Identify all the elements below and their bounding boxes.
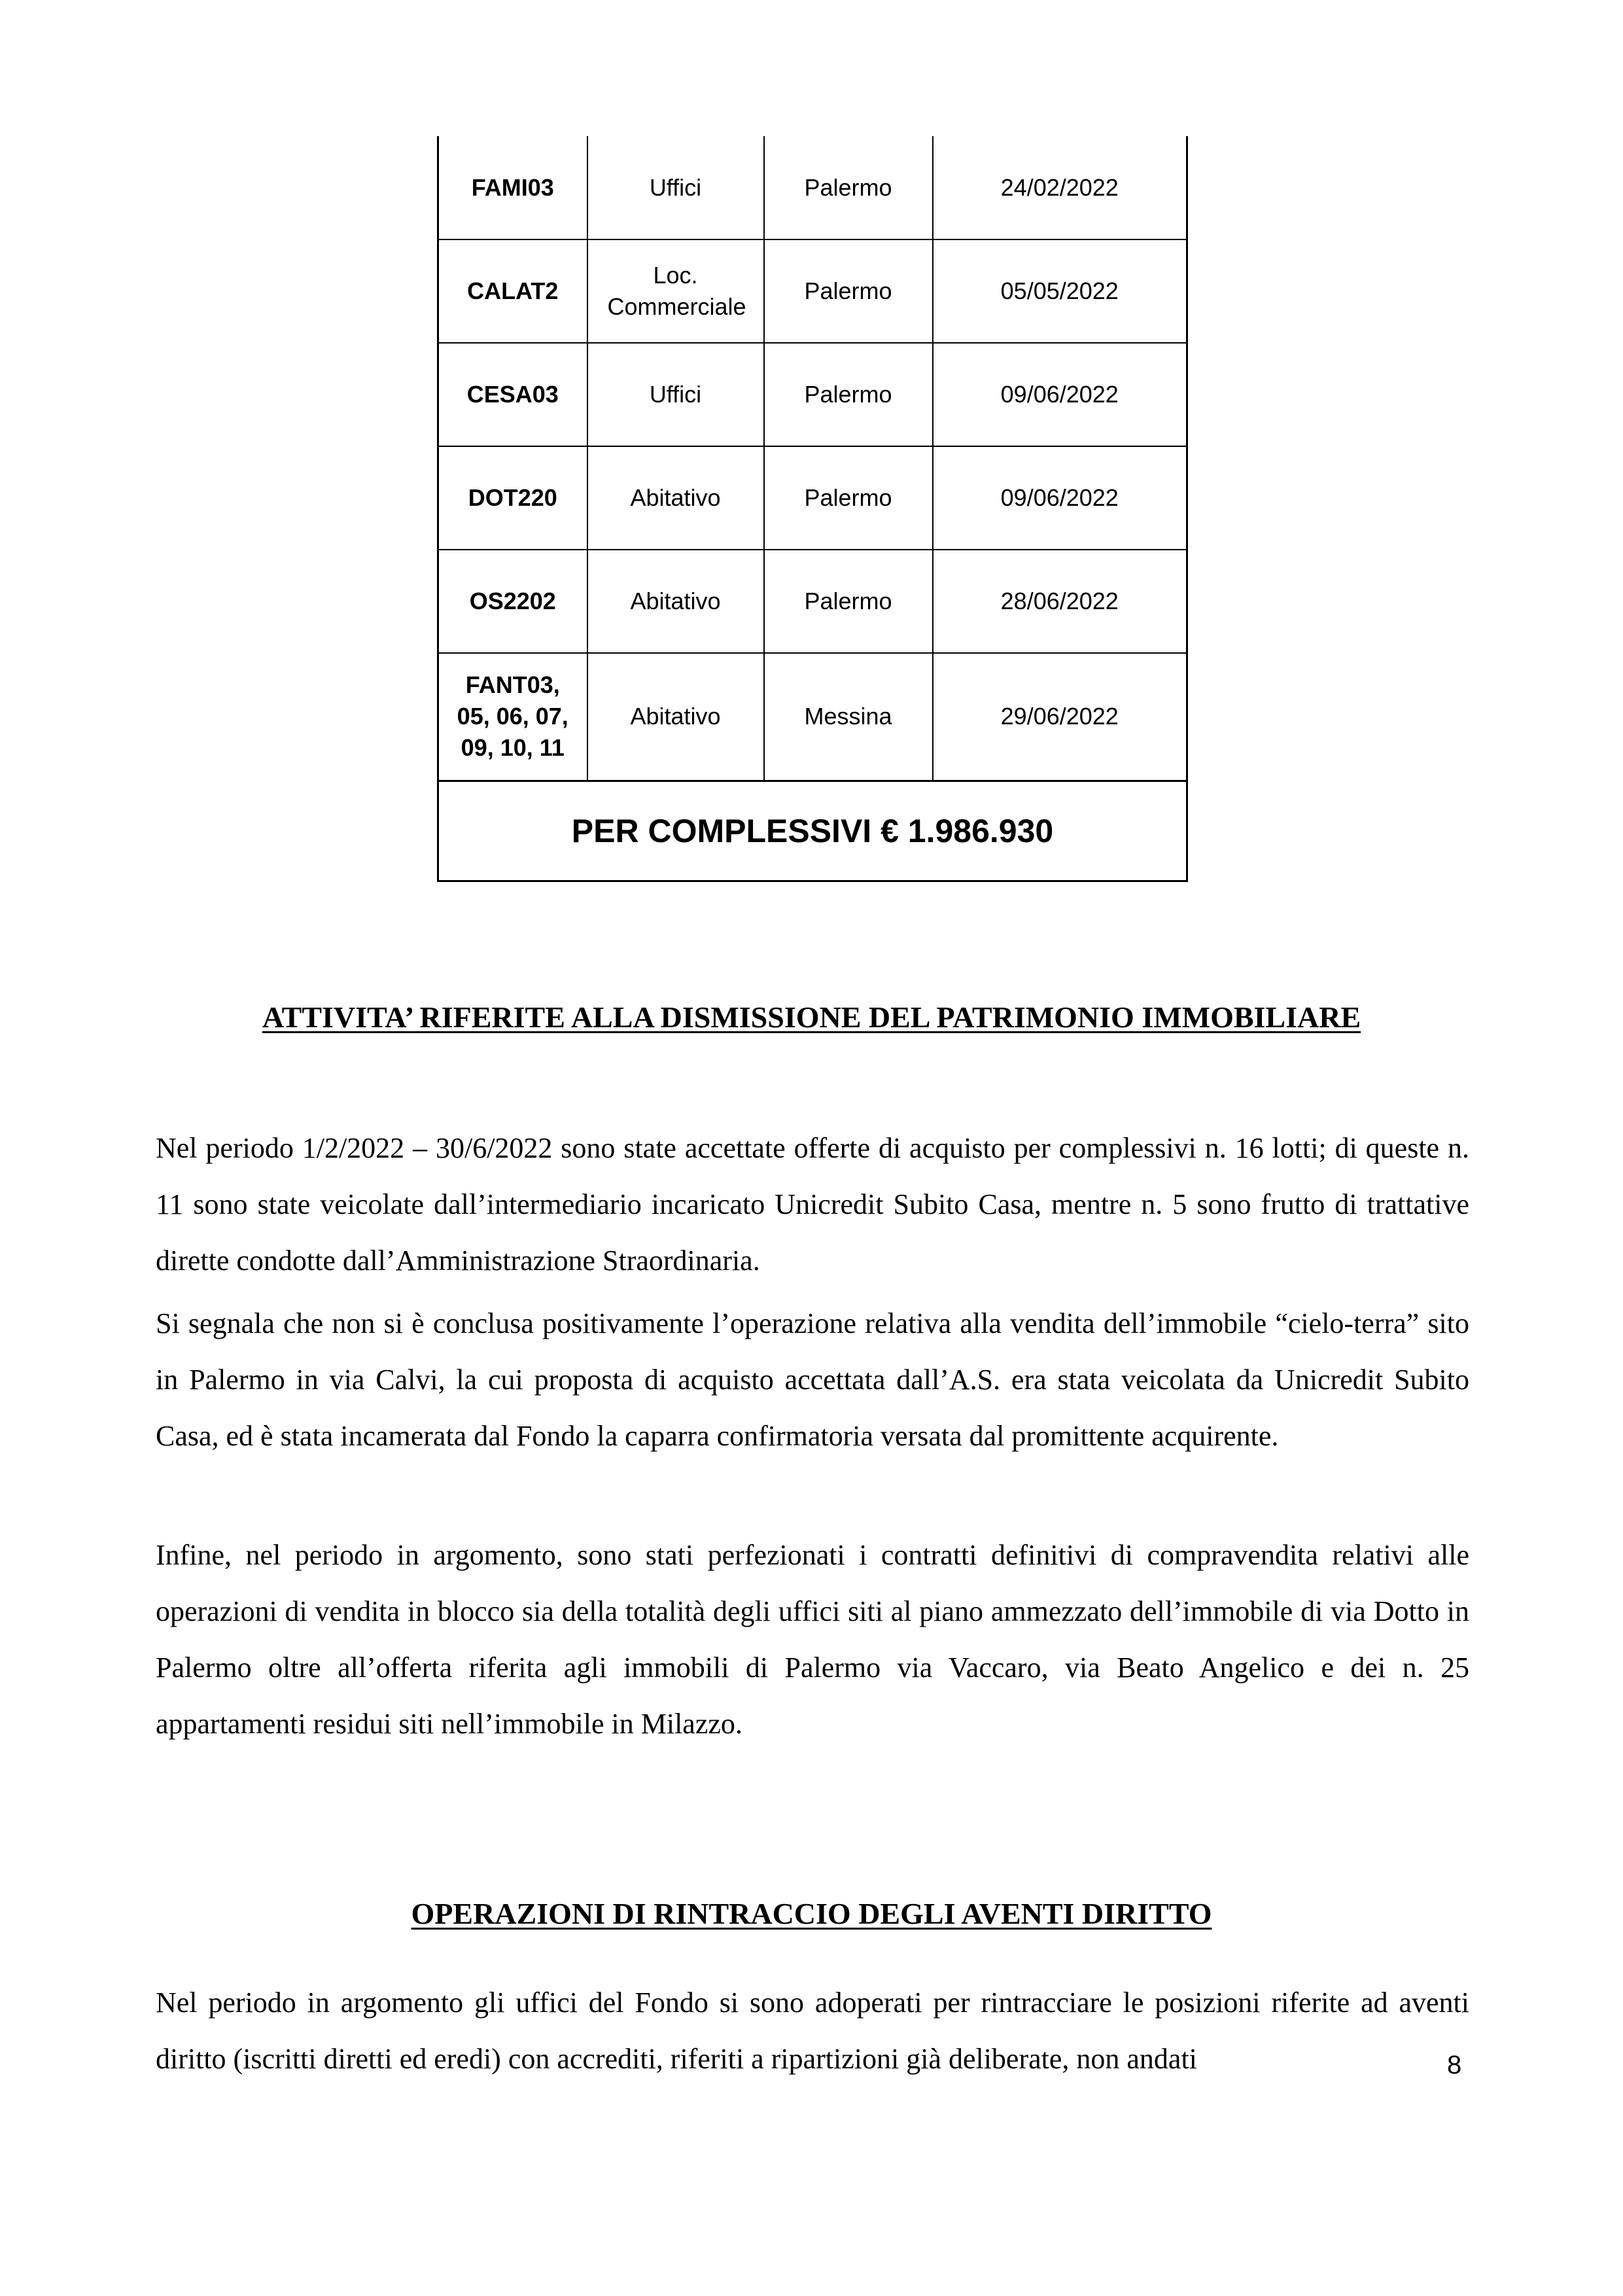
lot-code: FAMI03 xyxy=(438,136,587,239)
table-row xyxy=(438,239,1187,343)
property-date: 24/02/2022 xyxy=(933,136,1187,239)
property-type: Abitativo xyxy=(587,446,764,550)
table-row xyxy=(438,136,1187,239)
paragraph: Si segnala che non si è conclusa positivamente l’operazione relativa alla vendita dell’immobile “cielo-terra” sito in Palermo in via Calvi, la cui proposta di acquisto accettata dall’A.S. era stata veicolata da Unicredit Subito Casa, ed è stata incamerata dal Fondo la caparra confirmatoria versata dal promittente acquirente. xyxy=(156,1307,1469,1452)
paragraph: Nel periodo 1/2/2022 – 30/6/2022 sono state accettate offerte di acquisto per complessivi n. 16 lotti; di queste n. 11 sono state veicolate dall’intermediario incaricato Unicredit Subito Casa, mentre n. 5 sono frutto di trattative dirette condotte dall’Amministrazione Straordinaria. xyxy=(156,1132,1469,1277)
property-date: 09/06/2022 xyxy=(933,446,1187,550)
page-number: 8 xyxy=(1447,2051,1462,2079)
property-date: 29/06/2022 xyxy=(933,653,1187,781)
property-type: Abitativo xyxy=(587,550,764,653)
property-type: Abitativo xyxy=(587,653,764,781)
lot-code: CALAT2 xyxy=(438,239,587,343)
paragraph: Nel periodo in argomento gli uffici del Fondo si sono adoperati per rintracciare le posizioni riferite ad aventi diritto (iscritti diretti ed eredi) con accrediti, riferiti a ripartizioni già deliberate, non andati xyxy=(156,1987,1469,2075)
property-city: Palermo xyxy=(764,343,933,446)
property-date: 28/06/2022 xyxy=(933,550,1187,653)
table-row xyxy=(438,446,1187,550)
property-date: 09/06/2022 xyxy=(933,343,1187,446)
table-row xyxy=(438,343,1187,446)
property-city: Palermo xyxy=(764,446,933,550)
lot-code: OS2202 xyxy=(438,550,587,653)
property-type: Uffici xyxy=(587,343,764,446)
section-heading-rintraccio: OPERAZIONI DI RINTRACCIO DEGLI AVENTI DIRITTO xyxy=(411,1897,1212,1930)
lot-code: DOT220 xyxy=(438,446,587,550)
property-type: Uffici xyxy=(587,136,764,239)
table-row xyxy=(438,653,1187,781)
section-heading-dismissione: ATTIVITA’ RIFERITE ALLA DISMISSIONE DEL PATRIMONIO IMMOBILIARE xyxy=(262,1000,1361,1034)
paragraph: Infine, nel periodo in argomento, sono stati perfezionati i contratti definitivi di compravendita relativi alle operazioni di vendita in blocco sia della totalità degli uffici siti al piano ammezzato dell’immobile di via Dotto in Palermo oltre all’offerta riferita agli immobili di Palermo via Vaccaro, via Beato Angelico e dei n. 25 appartamenti residui siti nell’immobile in Milazzo. xyxy=(156,1539,1469,1740)
properties-table xyxy=(437,136,1188,882)
table-total-row xyxy=(438,781,1187,881)
table-total: PER COMPLESSIVI € 1.986.930 xyxy=(438,781,1187,881)
lot-code: CESA03 xyxy=(438,343,587,446)
property-date: 05/05/2022 xyxy=(933,239,1187,343)
property-city: Messina xyxy=(764,653,933,781)
property-city: Palermo xyxy=(764,239,933,343)
property-type: Loc. Commerciale xyxy=(587,239,764,343)
property-city: Palermo xyxy=(764,136,933,239)
lot-code: FANT03, 05, 06, 07, 09, 10, 11 xyxy=(438,653,587,781)
property-city: Palermo xyxy=(764,550,933,653)
table-row xyxy=(438,550,1187,653)
